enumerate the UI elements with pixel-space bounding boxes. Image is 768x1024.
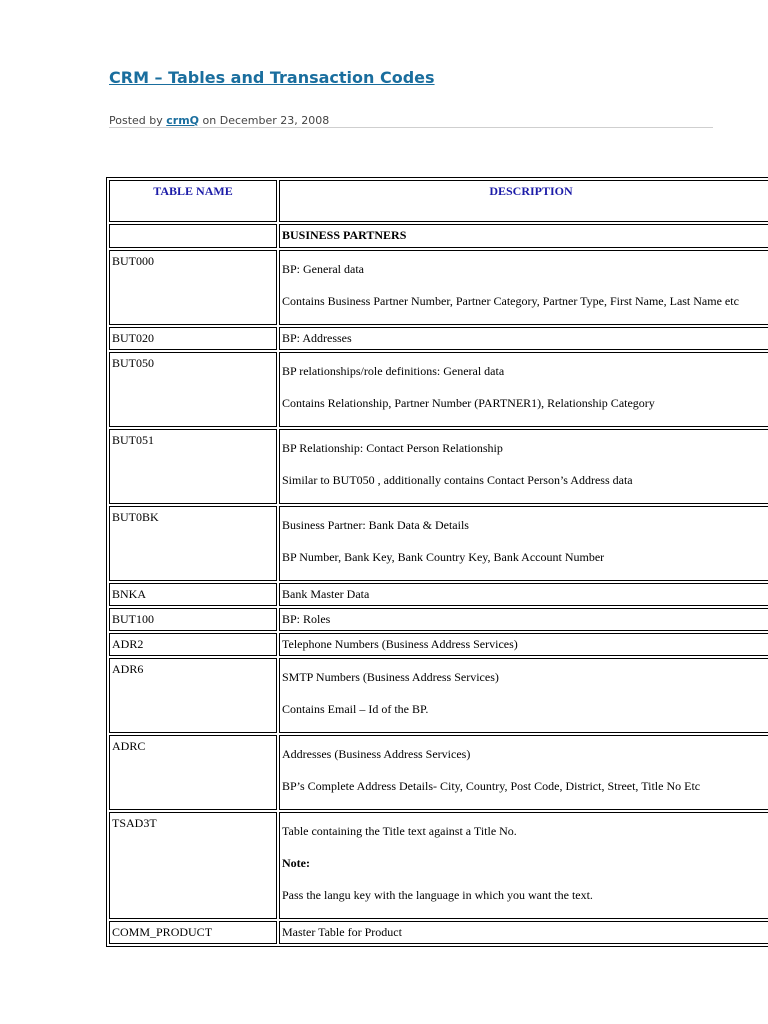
post-title-link[interactable]: CRM – Tables and Transaction Codes	[109, 68, 435, 87]
description-cell	[279, 812, 768, 919]
table-row	[109, 633, 768, 656]
table-name-cell: BNKA	[109, 583, 277, 606]
date-prefix: on	[202, 114, 217, 127]
description-cell	[279, 327, 768, 350]
post-date: December 23, 2008	[219, 114, 330, 127]
post-meta	[109, 114, 329, 127]
section-title: BUSINESS PARTNERS	[279, 224, 768, 248]
table-name-cell: BUT050	[109, 352, 277, 427]
table-name-cell: BUT051	[109, 429, 277, 504]
table-row	[109, 506, 768, 581]
table-row	[109, 812, 768, 919]
description-line: BP: Addresses	[282, 331, 352, 345]
description-line: Contains Email – Id of the BP.	[282, 702, 429, 716]
table-row	[109, 735, 768, 810]
description-cell	[279, 250, 768, 325]
author-link[interactable]: crmQ	[166, 114, 200, 127]
description-line: Bank Master Data	[282, 587, 370, 601]
table-name-cell: ADR2	[109, 633, 277, 656]
table-row	[109, 921, 768, 944]
posted-by-label: Posted by	[109, 114, 163, 127]
description-line: Master Table for Product	[282, 925, 402, 939]
description-line: BP relationships/role definitions: General data	[282, 364, 505, 378]
description-line: SMTP Numbers (Business Address Services)	[282, 670, 499, 684]
table-name-cell: BUT100	[109, 608, 277, 631]
table-row	[109, 658, 768, 733]
description-line: BP’s Complete Address Details- City, Country, Post Code, District, Street, Title No Etc	[282, 779, 701, 793]
description-line: Similar to BUT050 , additionally contains Contact Person’s Address data	[282, 473, 633, 487]
description-cell	[279, 633, 768, 656]
table-name-cell: ADRC	[109, 735, 277, 810]
table-name-cell: TSAD3T	[109, 812, 277, 919]
header-table-name: TABLE NAME	[109, 180, 277, 222]
table-name-cell: BUT0BK	[109, 506, 277, 581]
description-line: BP Number, Bank Key, Bank Country Key, Bank Account Number	[282, 550, 605, 564]
table-row	[109, 327, 768, 350]
description-line: Table containing the Title text against a Title No.	[282, 824, 517, 838]
table-name-cell: BUT020	[109, 327, 277, 350]
table-name-cell: COMM_PRODUCT	[109, 921, 277, 944]
description-line: Telephone Numbers (Business Address Services)	[282, 637, 518, 651]
table-name-cell: ADR6	[109, 658, 277, 733]
header-description: DESCRIPTION	[279, 180, 768, 222]
description-line: BP: Roles	[282, 612, 331, 626]
table-row	[109, 429, 768, 504]
description-cell	[279, 506, 768, 581]
description-line: Contains Relationship, Partner Number (PARTNER1), Relationship Category	[282, 396, 655, 410]
table-row	[109, 583, 768, 606]
section-row	[109, 224, 768, 248]
description-cell	[279, 429, 768, 504]
table-row	[109, 250, 768, 325]
description-line: Pass the langu key with the language in which you want the text.	[282, 888, 593, 902]
meta-divider	[109, 127, 713, 128]
description-cell	[279, 583, 768, 606]
description-line: Business Partner: Bank Data & Details	[282, 518, 469, 532]
description-cell	[279, 658, 768, 733]
table-header-row	[109, 180, 768, 222]
section-empty-cell	[109, 224, 277, 248]
description-line: Contains Business Partner Number, Partner Category, Partner Type, First Name, Last Name etc	[282, 294, 739, 308]
description-line: Note:	[282, 856, 310, 870]
description-cell	[279, 735, 768, 810]
description-cell	[279, 921, 768, 944]
description-line: BP Relationship: Contact Person Relationship	[282, 441, 503, 455]
table-row	[109, 608, 768, 631]
table-name-cell: BUT000	[109, 250, 277, 325]
description-line: BP: General data	[282, 262, 364, 276]
description-cell	[279, 352, 768, 427]
description-cell	[279, 608, 768, 631]
crm-tables-table	[106, 177, 768, 947]
description-line: Addresses (Business Address Services)	[282, 747, 471, 761]
table-row	[109, 352, 768, 427]
